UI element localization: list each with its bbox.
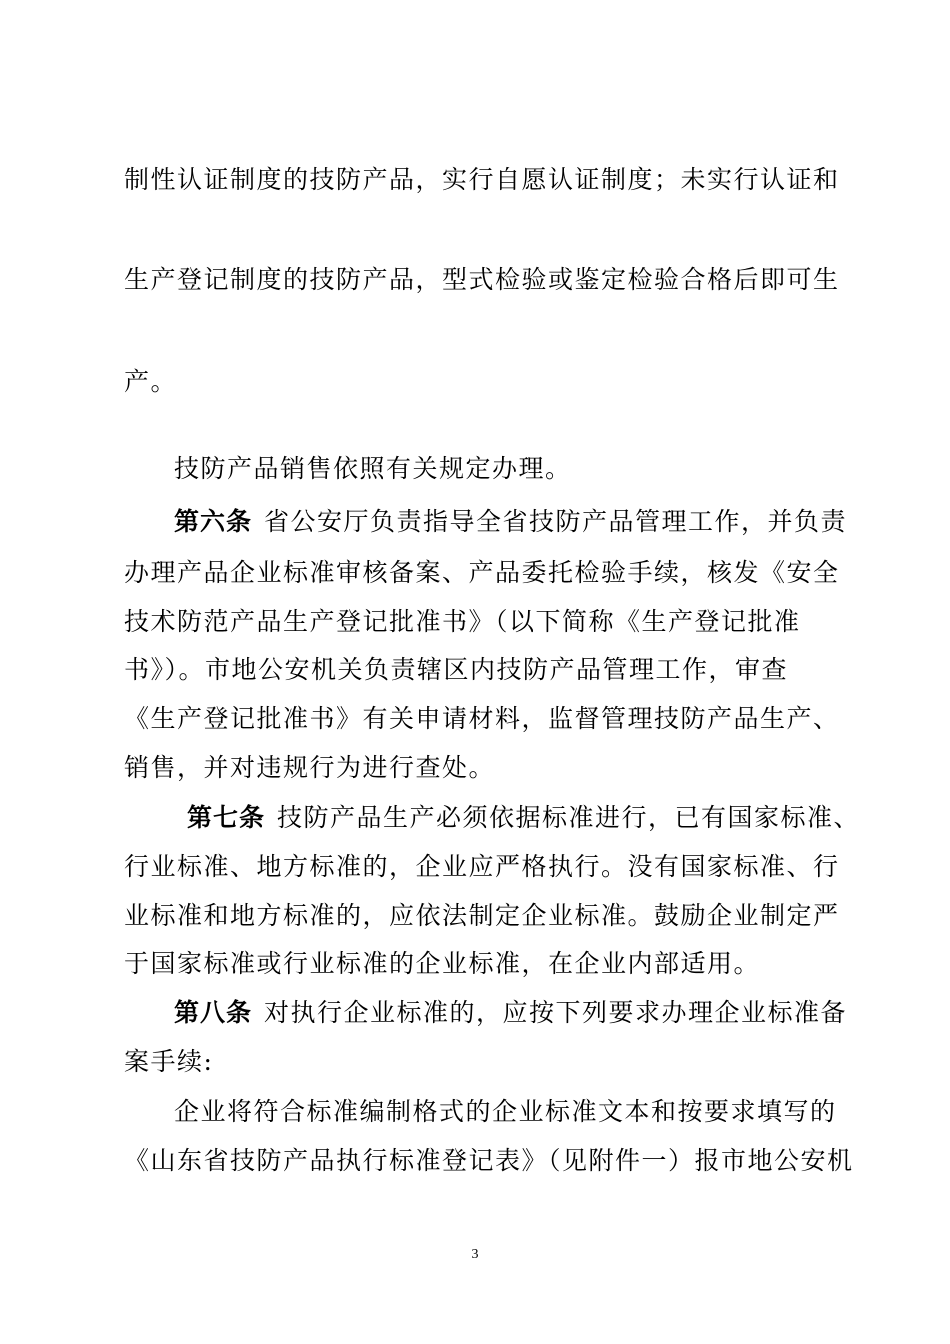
body-line-17: 企业将符合标准编制格式的企业标准文本和按要求填写的 — [174, 1097, 837, 1126]
article-6-heading-line: 第六条 省公安厅负责指导全省技防产品管理工作，并负责 — [174, 507, 848, 536]
body-line-6: 办理产品企业标准审核备案、产品委托检验手续，核发《安全 — [124, 558, 840, 587]
body-line-10: 销售，并对违规行为进行查处。 — [124, 753, 496, 782]
body-line-4: 技防产品销售依照有关规定办理。 — [174, 454, 572, 483]
body-line-7: 技术防范产品生产登记批准书》（以下简称《生产登记批准 — [124, 607, 801, 636]
body-line-2: 生产登记制度的技防产品，型式检验或鉴定检验合格后即可生 — [124, 265, 840, 294]
body-line-13: 业标准和地方标准的，应依法制定企业标准。鼓励企业制定严 — [124, 901, 840, 930]
article-label: 第六条 — [174, 507, 253, 536]
article-8-heading-line: 第八条 对执行企业标准的，应按下列要求办理企业标准备 — [174, 998, 848, 1027]
body-line-18: 《山东省技防产品执行标准登记表》（见附件一）报市地公安机 — [124, 1146, 854, 1175]
article-label: 第八条 — [174, 998, 253, 1027]
page-number: 3 — [471, 1247, 479, 1262]
body-line-12: 行业标准、地方标准的，企业应严格执行。没有国家标准、行 — [124, 852, 840, 881]
article-label: 第七条 — [187, 803, 266, 832]
body-line-14: 于国家标准或行业标准的企业标准，在企业内部适用。 — [124, 949, 761, 978]
body-line-16: 案手续: — [124, 1047, 214, 1076]
body-line-9: 《生产登记批准书》有关申请材料，监督管理技防产品生产、 — [124, 704, 840, 733]
body-line-1: 制性认证制度的技防产品，实行自愿认证制度；未实行认证和 — [124, 165, 840, 194]
body-line-8: 书》）。市地公安机关负责辖区内技防产品管理工作，审查 — [124, 655, 789, 684]
article-7-heading-line: 第七条 技防产品生产必须依据标准进行，已有国家标准、 — [187, 803, 861, 832]
body-line-3: 产。 — [124, 367, 178, 396]
